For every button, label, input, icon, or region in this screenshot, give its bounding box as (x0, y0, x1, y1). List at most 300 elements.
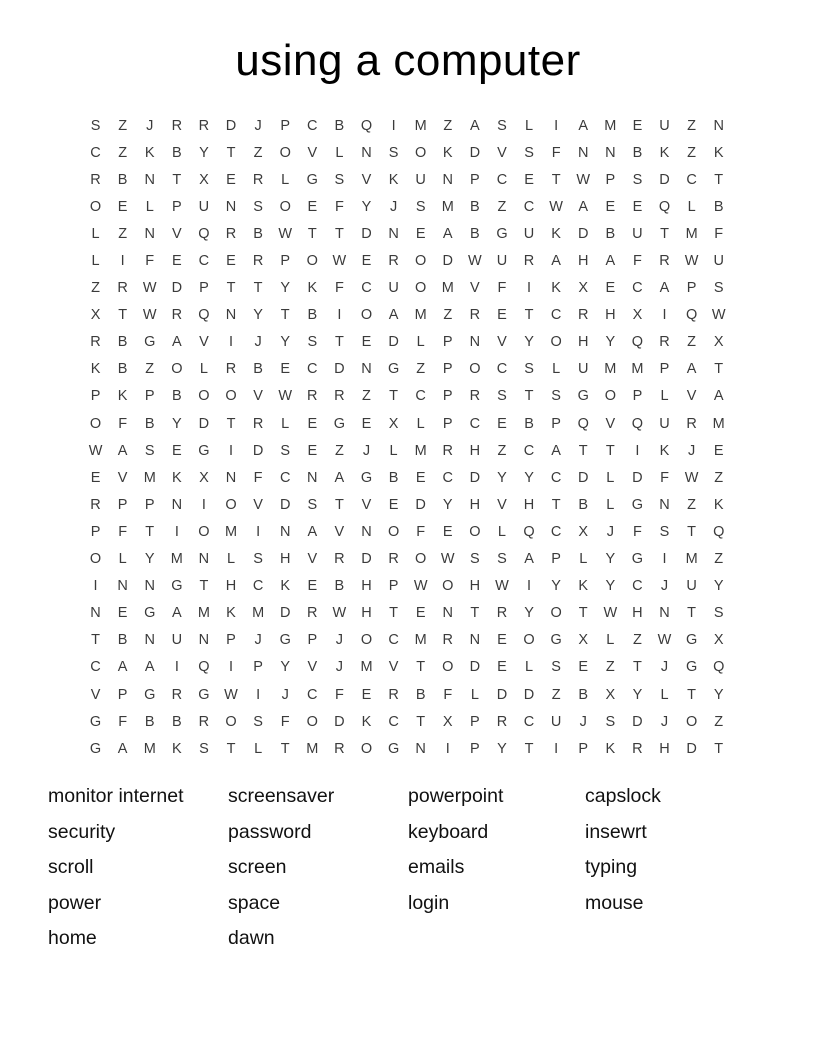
grid-letter: E (307, 442, 318, 459)
grid-letter: T (172, 171, 182, 188)
grid-letter: F (551, 144, 561, 161)
grid-letter: M (414, 117, 427, 134)
grid-letter: L (254, 740, 263, 757)
grid-letter: K (226, 605, 236, 622)
grid-letter: M (414, 632, 427, 649)
grid-letter: Z (605, 659, 615, 676)
grid-letter: C (90, 659, 101, 676)
grid-letter: G (89, 740, 102, 757)
grid-letter: U (632, 225, 643, 242)
grid-letter: E (361, 334, 372, 351)
grid-letter: E (605, 198, 616, 215)
grid-letter: P (551, 551, 561, 568)
grid-letter: A (551, 442, 561, 459)
grid-letter: S (199, 740, 209, 757)
word-item: password (228, 820, 312, 843)
grid-letter: Q (713, 659, 725, 676)
grid-letter: X (442, 713, 453, 730)
grid-letter: W (468, 253, 482, 270)
grid-letter: R (307, 605, 318, 622)
grid-letter: N (442, 605, 453, 622)
grid-letter: R (469, 307, 481, 324)
grid-letter: H (632, 605, 643, 622)
grid-letter: E (361, 253, 372, 270)
grid-letter: R (198, 117, 210, 134)
grid-letter: C (307, 361, 318, 378)
grid-letter: N (198, 632, 210, 649)
grid-letter: E (280, 361, 291, 378)
grid-letter: O (198, 523, 210, 540)
grid-letter: U (577, 361, 589, 378)
grid-letter: N (279, 523, 291, 540)
grid-letter: G (496, 225, 508, 242)
grid-letter: E (497, 415, 507, 432)
grid-letter: H (279, 551, 291, 568)
grid-letter: H (469, 578, 481, 595)
grid-letter: D (632, 469, 643, 486)
grid-letter: Y (551, 578, 561, 595)
grid-letter: A (659, 280, 670, 297)
grid-letter: G (387, 740, 400, 757)
grid-letter: H (523, 496, 535, 513)
grid-letter: D (279, 496, 291, 513)
grid-letter: T (145, 523, 155, 540)
grid-letter: E (524, 171, 534, 188)
grid-letter: I (120, 253, 125, 270)
grid-letter: O (279, 198, 291, 215)
grid-letter: A (117, 442, 128, 459)
grid-letter: J (362, 442, 371, 459)
grid-letter: L (199, 361, 208, 378)
grid-letter: Z (714, 551, 724, 568)
grid-letter: W (88, 442, 103, 459)
grid-letter: L (335, 144, 344, 161)
grid-letter: K (713, 144, 724, 161)
grid-letter: W (684, 469, 699, 486)
grid-letter: D (334, 361, 345, 378)
grid-letter: V (470, 280, 480, 297)
grid-letter: F (334, 686, 344, 703)
grid-letter: T (416, 659, 426, 676)
grid-letter: Q (631, 415, 644, 432)
grid-letter: T (226, 740, 236, 757)
grid-letter: K (551, 280, 561, 297)
grid-letter: T (280, 740, 290, 757)
grid-letter: L (525, 117, 534, 134)
grid-letter: B (117, 632, 128, 649)
word-item: security (48, 820, 116, 843)
grid-letter: G (144, 605, 156, 622)
grid-letter: N (361, 523, 372, 540)
grid-letter: T (687, 686, 697, 703)
grid-letter: O (89, 551, 102, 568)
grid-letter: H (469, 496, 481, 513)
grid-letter: O (442, 578, 454, 595)
grid-letter: K (117, 388, 128, 405)
grid-letter: Z (443, 117, 453, 134)
grid-letter: K (388, 171, 399, 188)
grid-letter: A (578, 117, 589, 134)
word-item: capslock (585, 785, 661, 807)
grid-letter: O (415, 551, 427, 568)
grid-letter: C (307, 686, 318, 703)
grid-letter: S (415, 198, 426, 215)
grid-letter: R (659, 334, 670, 351)
grid-letter: P (144, 388, 155, 405)
word-item: login (408, 891, 450, 914)
grid-letter: P (226, 632, 236, 649)
grid-letter: R (577, 307, 589, 324)
grid-letter: A (171, 334, 182, 351)
grid-letter: O (279, 144, 291, 161)
grid-letter: E (497, 659, 507, 676)
grid-letter: H (605, 307, 616, 324)
grid-letter: M (685, 225, 698, 242)
grid-letter: O (387, 523, 400, 540)
grid-letter: K (551, 225, 561, 242)
grid-letter: O (604, 388, 616, 405)
grid-letter: T (226, 144, 236, 161)
grid-letter: G (198, 442, 210, 459)
grid-letter: J (389, 198, 398, 215)
grid-letter: F (334, 198, 344, 215)
grid-letter: Q (198, 225, 210, 242)
grid-letter: M (685, 551, 698, 568)
grid-letter: P (442, 361, 453, 378)
grid-letter: D (577, 469, 589, 486)
grid-letter: Z (253, 144, 263, 161)
grid-letter: R (252, 253, 264, 270)
grid-letter: Z (118, 144, 128, 161)
grid-letter: Y (253, 307, 263, 324)
grid-letter: S (307, 496, 318, 513)
grid-letter: V (388, 659, 399, 676)
grid-letter: Y (605, 334, 616, 351)
grid-letter: R (225, 361, 237, 378)
grid-letter: M (252, 605, 265, 622)
grid-letter: H (225, 578, 237, 595)
grid-letter: S (388, 144, 399, 161)
grid-letter: Z (687, 496, 697, 513)
grid-letter: G (577, 388, 589, 405)
grid-letter: N (713, 117, 724, 134)
grid-letter: V (605, 415, 616, 432)
grid-letter: F (632, 253, 642, 270)
grid-letter: T (714, 171, 724, 188)
grid-letter: T (470, 605, 480, 622)
grid-letter: R (198, 713, 210, 730)
grid-letter: P (632, 388, 643, 405)
grid-letter: O (306, 713, 318, 730)
grid-letter: G (685, 632, 698, 649)
grid-letter: V (199, 334, 209, 351)
grid-letter: Y (524, 334, 534, 351)
grid-letter: C (388, 632, 399, 649)
grid-letter: H (361, 578, 372, 595)
grid-letter: K (90, 361, 101, 378)
grid-letter: J (254, 334, 262, 351)
grid-letter: P (90, 523, 101, 540)
grid-letter: Y (199, 144, 209, 161)
grid-letter: F (145, 253, 155, 270)
grid-letter: S (713, 280, 724, 297)
grid-letter: Q (577, 415, 589, 432)
grid-letter: C (632, 280, 643, 297)
grid-letter: V (171, 225, 182, 242)
grid-letter: X (199, 171, 209, 188)
grid-letter: P (442, 388, 453, 405)
grid-letter: E (171, 442, 182, 459)
grid-letter: S (551, 388, 561, 405)
grid-letter: K (442, 144, 453, 161)
grid-letter: W (440, 551, 455, 568)
grid-letter: E (415, 469, 426, 486)
grid-letter: G (387, 361, 400, 378)
grid-letter: N (659, 496, 670, 513)
grid-letter: T (605, 442, 615, 459)
grid-letter: V (497, 496, 507, 513)
grid-letter: P (551, 415, 561, 432)
word-item: screen (228, 856, 287, 879)
grid-letter: S (280, 442, 291, 459)
grid-letter: W (684, 253, 699, 270)
word-item: dawn (228, 927, 275, 950)
grid-letter: N (307, 469, 318, 486)
grid-letter: S (90, 117, 101, 134)
grid-letter: B (253, 225, 263, 242)
grid-letter: F (714, 225, 724, 242)
grid-letter: L (606, 496, 615, 513)
grid-letter: S (497, 551, 507, 568)
grid-letter: R (334, 551, 345, 568)
word-item: insewrt (585, 820, 647, 843)
grid-letter: W (711, 307, 726, 324)
grid-letter: P (117, 496, 128, 513)
grid-letter: T (226, 415, 236, 432)
grid-letter: R (334, 740, 345, 757)
grid-letter: R (171, 686, 183, 703)
grid-letter: O (225, 496, 237, 513)
grid-letter: Y (605, 551, 616, 568)
grid-letter: O (523, 632, 535, 649)
grid-letter: L (118, 551, 127, 568)
grid-letter: D (577, 225, 589, 242)
word-item: space (228, 891, 281, 914)
grid-letter: P (90, 388, 101, 405)
grid-letter: K (307, 280, 318, 297)
grid-letter: N (605, 144, 616, 161)
grid-letter: N (225, 198, 237, 215)
grid-letter: L (660, 686, 669, 703)
grid-letter: T (416, 713, 426, 730)
grid-letter: R (252, 171, 264, 188)
grid-letter: I (229, 442, 234, 459)
grid-letter: G (631, 496, 644, 513)
grid-letter: A (686, 361, 697, 378)
grid-letter: S (524, 361, 534, 378)
grid-letter: Y (632, 686, 643, 703)
grid-letter: E (632, 117, 643, 134)
grid-letter: R (469, 388, 481, 405)
grid-letter: Y (497, 740, 507, 757)
grid-letter: A (307, 523, 318, 540)
grid-letter: C (550, 469, 562, 486)
grid-letter: T (307, 225, 317, 242)
grid-letter: G (685, 659, 698, 676)
grid-letter: B (578, 496, 589, 513)
grid-letter: C (550, 523, 562, 540)
grid-letter: E (307, 578, 318, 595)
grid-letter: A (388, 307, 399, 324)
grid-letter: W (332, 253, 347, 270)
grid-letter: M (306, 740, 319, 757)
grid-letter: P (659, 361, 670, 378)
grid-letter: T (578, 442, 588, 459)
grid-letter: W (142, 307, 157, 324)
grid-letter: L (687, 198, 696, 215)
grid-letter: E (90, 469, 101, 486)
grid-letter: B (415, 686, 426, 703)
grid-letter: O (415, 144, 427, 161)
grid-letter: F (334, 280, 344, 297)
grid-letter: R (388, 551, 399, 568)
grid-letter: M (631, 361, 644, 378)
grid-letter: F (632, 523, 642, 540)
grid-letter: O (306, 253, 318, 270)
grid-letter: E (307, 415, 318, 432)
grid-letter: Z (687, 117, 697, 134)
grid-letter: P (117, 686, 128, 703)
grid-letter: C (415, 388, 426, 405)
grid-letter: R (442, 442, 453, 459)
grid-letter: D (469, 144, 481, 161)
grid-letter: N (171, 496, 183, 513)
grid-letter: S (253, 198, 263, 215)
grid-letter: Z (443, 307, 453, 324)
grid-letter: B (334, 578, 345, 595)
grid-letter: W (549, 198, 563, 215)
grid-letter: L (606, 469, 615, 486)
grid-letter: L (281, 171, 290, 188)
grid-letter: E (578, 659, 589, 676)
grid-letter: B (605, 225, 616, 242)
grid-letter: R (442, 632, 453, 649)
grid-letter: K (171, 740, 182, 757)
grid-letter: J (335, 659, 344, 676)
grid-letter: I (174, 659, 179, 676)
grid-letter: U (550, 713, 562, 730)
grid-letter: I (527, 578, 532, 595)
grid-letter: R (117, 280, 128, 297)
grid-letter: P (470, 740, 480, 757)
grid-letter: T (632, 659, 642, 676)
grid-letter: T (199, 578, 209, 595)
grid-letter: U (686, 578, 697, 595)
grid-letter: B (524, 415, 534, 432)
grid-letter: G (333, 415, 346, 432)
grid-letter: W (576, 171, 591, 188)
grid-letter: F (253, 469, 263, 486)
grid-letter: M (604, 117, 617, 134)
grid-letter: A (713, 388, 724, 405)
grid-letter: V (361, 496, 372, 513)
grid-letter: B (117, 361, 128, 378)
grid-letter: D (469, 659, 481, 676)
grid-letter: Z (551, 686, 561, 703)
grid-letter: S (253, 713, 263, 730)
grid-letter: Y (280, 659, 291, 676)
grid-letter: D (279, 605, 291, 622)
grid-letter: K (605, 740, 616, 757)
grid-letter: Y (280, 280, 291, 297)
grid-letter: X (578, 632, 589, 649)
grid-letter: O (89, 198, 102, 215)
grid-letter: I (662, 307, 667, 324)
grid-letter: W (332, 605, 347, 622)
grid-letter: J (254, 632, 262, 649)
word-list (48, 779, 755, 957)
grid-letter: S (713, 605, 724, 622)
grid-letter: T (551, 496, 561, 513)
grid-letter: J (146, 117, 154, 134)
grid-letter: G (89, 713, 102, 730)
grid-letter: O (685, 713, 698, 730)
grid-letter: X (713, 632, 724, 649)
grid-letter: H (577, 334, 589, 351)
grid-letter: E (442, 523, 453, 540)
grid-letter: R (171, 307, 183, 324)
grid-letter: I (256, 686, 261, 703)
grid-letter: W (495, 578, 509, 595)
grid-letter: N (117, 578, 128, 595)
grid-letter: X (90, 307, 101, 324)
grid-letter: O (360, 632, 373, 649)
grid-letter: B (144, 415, 155, 432)
grid-letter: M (170, 551, 183, 568)
grid-letter: G (550, 632, 562, 649)
grid-letter: T (253, 280, 263, 297)
grid-letter: Z (687, 334, 697, 351)
grid-letter: C (252, 578, 264, 595)
grid-letter: L (389, 442, 398, 459)
grid-letter: Z (497, 198, 507, 215)
grid-letter: X (388, 415, 399, 432)
grid-letter: S (605, 713, 616, 730)
grid-letter: L (91, 225, 100, 242)
grid-letter: S (524, 144, 534, 161)
grid-letter: L (660, 388, 669, 405)
grid-letter: D (361, 551, 372, 568)
grid-letter: K (713, 496, 724, 513)
grid-letter: T (389, 605, 398, 622)
grid-letter: E (388, 496, 399, 513)
grid-letter: P (605, 171, 616, 188)
grid-letter: W (142, 280, 157, 297)
grid-letter: Z (497, 442, 507, 459)
grid-letter: A (117, 740, 128, 757)
grid-letter: P (307, 632, 318, 649)
grid-letter: O (225, 713, 237, 730)
grid-letter: E (117, 198, 128, 215)
grid-letter: C (198, 253, 210, 270)
grid-letter: Q (631, 334, 644, 351)
grid-letter: N (388, 225, 399, 242)
grid-letter: G (198, 686, 210, 703)
grid-letter: P (442, 334, 453, 351)
grid-letter: O (469, 361, 481, 378)
grid-letter: C (361, 280, 372, 297)
grid-letter: E (361, 415, 372, 432)
